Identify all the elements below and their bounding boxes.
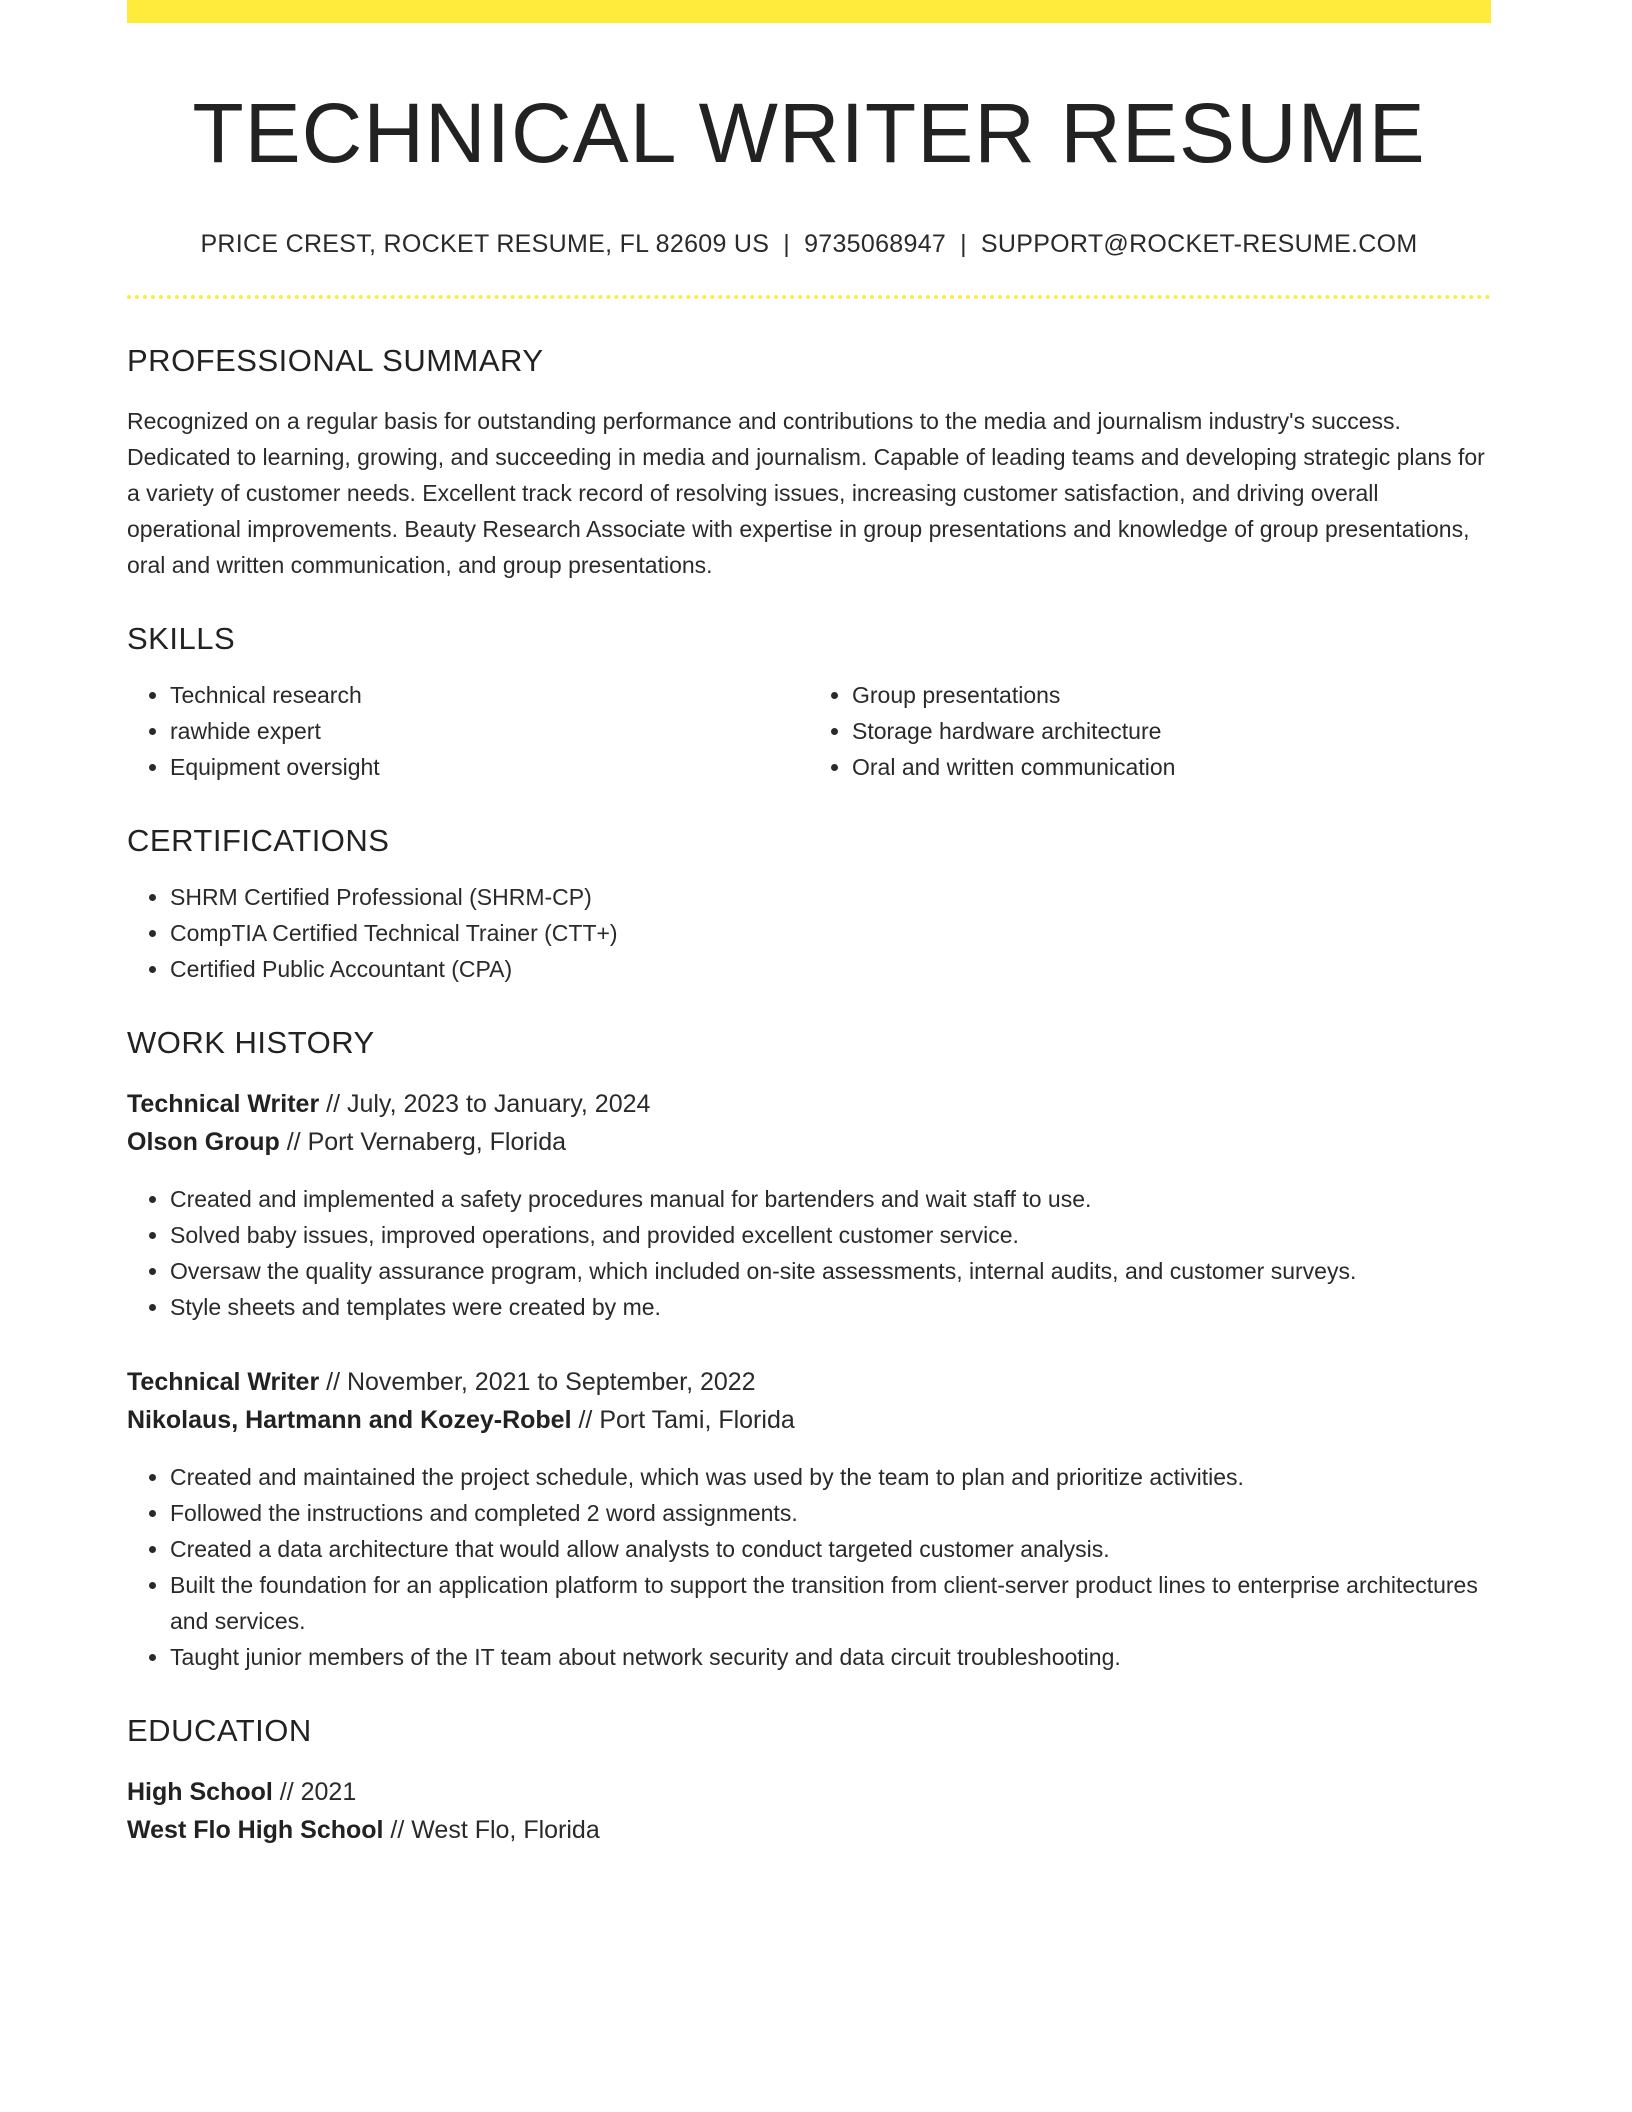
skill-item: • Technical research <box>170 677 809 713</box>
contact-email: SUPPORT@ROCKET-RESUME.COM <box>980 229 1418 258</box>
job-location: // Port Tami, Florida <box>571 1405 795 1434</box>
job-bullet: • Solved baby issues, improved operations, and provided excellent customer service. <box>170 1217 1491 1253</box>
job-dates: // July, 2023 to January, 2024 <box>319 1089 651 1118</box>
skill-item: • Storage hardware architecture <box>852 713 1491 749</box>
job-bullet: • Style sheets and templates were created by me. <box>170 1289 1491 1325</box>
contact-phone: 9735068947 <box>804 229 947 258</box>
certifications-list <box>127 879 1491 987</box>
job-company: Olson Group <box>127 1127 280 1156</box>
contact-line <box>127 230 1491 259</box>
education-school: West Flo High School <box>127 1815 384 1844</box>
job-company-line <box>127 1123 1491 1161</box>
skill-item: • rawhide expert <box>170 713 809 749</box>
skills-column-right <box>809 677 1491 785</box>
summary-heading: PROFESSIONAL SUMMARY <box>127 342 544 378</box>
dotted-divider <box>127 295 1491 299</box>
skill-item: • Group presentations <box>852 677 1491 713</box>
job-bullets <box>127 1181 1491 1325</box>
certifications-heading: CERTIFICATIONS <box>127 822 390 858</box>
accent-bar <box>127 0 1491 23</box>
contact-separator: | <box>960 229 967 258</box>
skill-item: • Oral and written communication <box>852 749 1491 785</box>
skills-heading: SKILLS <box>127 620 236 656</box>
resume-page <box>127 0 1491 1849</box>
education-heading: EDUCATION <box>127 1712 312 1748</box>
job-bullet: • Followed the instructions and completed 2 word assignments. <box>170 1495 1491 1531</box>
certification-item: • CompTIA Certified Technical Trainer (CTT+) <box>170 915 1491 951</box>
job-company-line <box>127 1401 1491 1439</box>
certification-item: • Certified Public Accountant (CPA) <box>170 951 1491 987</box>
job-bullet: • Oversaw the quality assurance program, which included on-site assessments, internal audits, and customer surveys. <box>170 1253 1491 1289</box>
contact-separator: | <box>783 229 791 258</box>
job-bullet: • Built the foundation for an application platform to support the transition from client-server product lines to enterprise architectures and services. <box>170 1567 1491 1639</box>
job-location: // Port Vernaberg, Florida <box>279 1127 567 1156</box>
certification-item: • SHRM Certified Professional (SHRM-CP) <box>170 879 1491 915</box>
education-year: // 2021 <box>272 1777 357 1806</box>
education-location: // West Flo, Florida <box>383 1815 600 1844</box>
job-bullet: • Taught junior members of the IT team about network security and data circuit troubleshooting. <box>170 1639 1491 1675</box>
work-history-heading: WORK HISTORY <box>127 1024 375 1060</box>
skills-column-left <box>127 677 809 785</box>
job-bullets <box>127 1459 1491 1675</box>
skill-item: • Equipment oversight <box>170 749 809 785</box>
education-school-line <box>127 1811 1491 1849</box>
education-degree-line <box>127 1773 1491 1811</box>
summary-text: Recognized on a regular basis for outstanding performance and contributions to the media and journalism industry's success. Dedicated to learning, growing, and succeeding in media and journalism. Capable of leading teams and developing strategic plans for a variety of customer needs. Excellent track record of resolving issues, increasing customer satisfaction, and driving overall operational improvements. Beauty Research Associate with expertise in group presentations and knowledge of group presentations, oral and written communication, and group presentations. <box>127 407 1485 578</box>
contact-address: PRICE CREST, ROCKET RESUME, FL 82609 US <box>200 229 770 258</box>
job-role: Technical Writer <box>127 1089 320 1118</box>
job-title-line <box>127 1363 1491 1401</box>
job-dates: // November, 2021 to September, 2022 <box>319 1367 756 1396</box>
education-degree: High School <box>127 1777 273 1806</box>
job-bullet: • Created and implemented a safety procedures manual for bartenders and wait staff to use. <box>170 1181 1491 1217</box>
resume-title: TECHNICAL WRITER RESUME <box>192 86 1426 180</box>
job-role: Technical Writer <box>127 1367 320 1396</box>
job-company: Nikolaus, Hartmann and Kozey-Robel <box>127 1405 572 1434</box>
job-bullet: • Created a data architecture that would allow analysts to conduct targeted customer analysis. <box>170 1531 1491 1567</box>
job-bullet: • Created and maintained the project schedule, which was used by the team to plan and prioritize activities. <box>170 1459 1491 1495</box>
job-title-line <box>127 1085 1491 1123</box>
skills-list <box>127 677 1491 785</box>
